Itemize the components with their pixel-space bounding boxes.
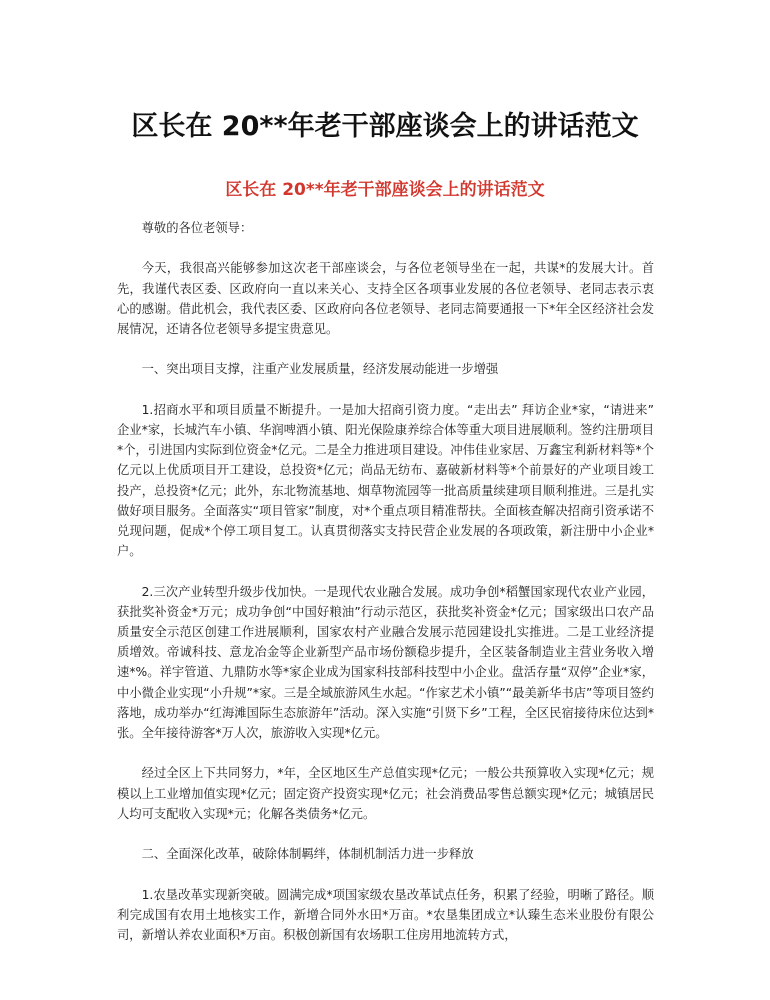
paragraph-intro: 今天，我很高兴能够参加这次老干部座谈会，与各位老领导坐在一起，共谋*的发展大计。首先，我谨代表区委、区政府向一直以来关心、支持全区各项事业发展的各位老领导、老同志表示衷心的感谢。借此机会，我代表区委、区政府向各位老领导、老同志简要通报一下*年全区经济社会发展情况，还请各位老领导多提宝贵意见。 [117, 261, 654, 336]
paragraph-economy-summary: 经过全区上下共同努力，*年，全区地区生产总值实现*亿元；一般公共预算收入实现*亿元；规模以上工业增加值实现*亿元；固定资产投资实现*亿元；社会消费品零售总额实现*亿元；城镇居民人均可支配收入实现*元；化解各类债务*亿元。 [117, 766, 654, 821]
document-body [117, 218, 654, 965]
paragraph-investment: 1.招商水平和项目质量不断提升。一是加大招商引资力度。“走出去” 拜访企业*家，“请进来” 企业*家，长城汽车小镇、华润啤酒小镇、阳光保险康养综合体等重大项目进展顺利。签约注册项目*个，引进国内实际到位资金*亿元。二是全力推进项目建设。冲伟佳业家居、万鑫宝利新材料等*个亿元以上优质项目开工建设，总投资*亿元；尚品无纺布、嘉破新材料等*个前景好的产业项目竣工投产，总投资*亿元；此外，东北物流基地、烟草物流园等一批高质量续建项目顺利推进。三是扎实做好项目服务。全面落实“项目管家”制度，对*个重点项目精准帮扶。全面核查解决招商引资承诺不兑现问题，促成*个停工项目复工。认真贯彻落实支持民营企业发展的各项政策，新注册中小企业*户。 [117, 402, 654, 559]
paragraph-reform: 1.农垦改革实现新突破。圆满完成*项国家级农垦改革试点任务，积累了经验，明晰了路径。顺利完成国有农用土地核实工作，新增合同外水田*万亩。*农垦集团成立*认臻生态米业股份有限公司，新增认养农业面积*万亩。积极创新国有农场职工住房用地流转方式， [117, 887, 654, 942]
section-heading-2: 二、全面深化改革，破除体制羁绊，体制机制活力进一步释放 [141, 847, 474, 862]
salutation: 尊敬的各位老领导： [141, 221, 253, 235]
document-title: 区长在 20**年老干部座谈会上的讲话范文 [131, 111, 639, 142]
document-subtitle: 区长在 20**年老干部座谈会上的讲话范文 [225, 180, 545, 200]
paragraph-industry: 2.三次产业转型升级步伐加快。一是现代农业融合发展。成功争创*稻蟹国家现代农业产业园，获批奖补资金*万元；成功争创“中国好粮油”行动示范区，获批奖补资金*亿元；国家级出口农产品质量安全示范区创建工作进展顺利，国家农村产业融合发展示范园建设扎实推进。二是工业经济提质增效。帝诚科技、意龙冶金等企业新型产品市场份额稳步提升，全区装备制造业主营业务收入增速*%。祥宇管道、九鼎防水等*家企业成为国家科技部科技型中小企业。盘活存量“双停”企业*家，中小微企业实现“小升规”*家。三是全域旅游风生水起。“作家艺术小镇”“最美新华书店”等项目签约落地，成功举办“红海滩国际生态旅游年”活动。深入实施“引贤下乡”工程，全区民宿接待床位达到*张。全年接待游客*万人次，旅游收入实现*亿元。 [117, 584, 654, 741]
section-heading-1: 一、突出项目支撑，注重产业发展质量，经济发展动能进一步增强 [141, 362, 499, 377]
